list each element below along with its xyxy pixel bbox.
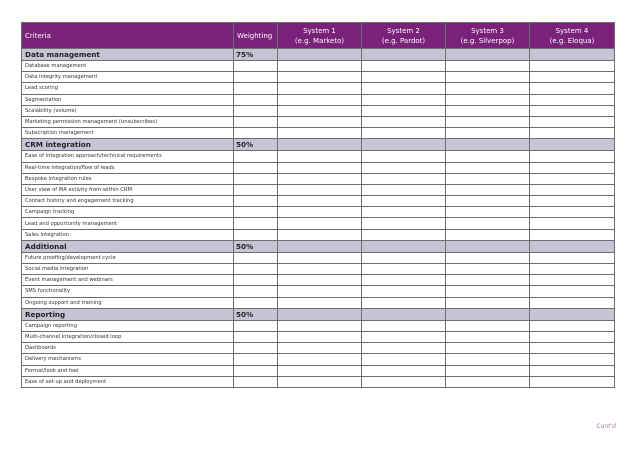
system-3-score-cell[interactable] xyxy=(446,331,530,342)
criterion-label: Data integrity management xyxy=(22,72,234,83)
system-4-header: System 4 (e.g. Eloqua) xyxy=(530,23,615,49)
system-1-score-cell[interactable] xyxy=(278,320,362,331)
table-row xyxy=(22,229,615,240)
section-title: Data management xyxy=(22,49,234,61)
section-system-1-cell xyxy=(278,308,362,320)
criterion-label: Lead scoring xyxy=(22,83,234,94)
system-2-score-cell[interactable] xyxy=(362,229,446,240)
evaluation-sheet xyxy=(21,22,614,388)
system-3-score-cell[interactable] xyxy=(446,196,530,207)
section-system-3-cell xyxy=(446,139,530,151)
table-row xyxy=(22,252,615,263)
table-row xyxy=(22,320,615,331)
system-4-score-cell[interactable] xyxy=(530,173,615,184)
weighting-cell[interactable] xyxy=(234,184,278,195)
system-3-score-cell[interactable] xyxy=(446,94,530,105)
system-1-score-cell[interactable] xyxy=(278,173,362,184)
system-2-score-cell[interactable] xyxy=(362,83,446,94)
section-system-4-cell xyxy=(530,139,615,151)
system-4-score-cell[interactable] xyxy=(530,116,615,127)
system-4-score-cell[interactable] xyxy=(530,207,615,218)
criterion-label: Sales integration xyxy=(22,229,234,240)
system-2-score-cell[interactable] xyxy=(362,331,446,342)
system-1-score-cell[interactable] xyxy=(278,128,362,139)
criterion-label: Marketing permission management (unsubscribes) xyxy=(22,116,234,127)
weighting-cell[interactable] xyxy=(234,275,278,286)
section-system-4-cell xyxy=(530,49,615,61)
system-2-score-cell[interactable] xyxy=(362,354,446,365)
system-1-score-cell[interactable] xyxy=(278,72,362,83)
weighting-cell[interactable] xyxy=(234,94,278,105)
system-3-score-cell[interactable] xyxy=(446,354,530,365)
criterion-label: Campaign reporting xyxy=(22,320,234,331)
section-weighting: 50% xyxy=(234,308,278,320)
criterion-label: Multi-channel integration/closed loop xyxy=(22,331,234,342)
section-row xyxy=(22,240,615,252)
weighting-cell[interactable] xyxy=(234,207,278,218)
weighting-cell[interactable] xyxy=(234,151,278,162)
weighting-cell[interactable] xyxy=(234,376,278,387)
system-1-score-cell[interactable] xyxy=(278,61,362,72)
section-system-4-cell xyxy=(530,308,615,320)
system-1-score-cell[interactable] xyxy=(278,196,362,207)
weighting-cell[interactable] xyxy=(234,83,278,94)
criterion-label: Delivery mechanisms xyxy=(22,354,234,365)
criteria-header: Criteria xyxy=(22,23,234,49)
table-row xyxy=(22,264,615,275)
system-3-score-cell[interactable] xyxy=(446,184,530,195)
system-4-score-cell[interactable] xyxy=(530,61,615,72)
system-4-score-cell[interactable] xyxy=(530,184,615,195)
system-2-score-cell[interactable] xyxy=(362,196,446,207)
system-4-score-cell[interactable] xyxy=(530,297,615,308)
system-2-score-cell[interactable] xyxy=(362,343,446,354)
system-4-score-cell[interactable] xyxy=(530,105,615,116)
section-title: Additional xyxy=(22,240,234,252)
system-3-score-cell[interactable] xyxy=(446,297,530,308)
weighting-cell[interactable] xyxy=(234,297,278,308)
system-2-score-cell[interactable] xyxy=(362,297,446,308)
system-2-score-cell[interactable] xyxy=(362,218,446,229)
system-2-score-cell[interactable] xyxy=(362,105,446,116)
system-3-score-cell[interactable] xyxy=(446,162,530,173)
weighting-cell[interactable] xyxy=(234,196,278,207)
system-4-score-cell[interactable] xyxy=(530,83,615,94)
table-row xyxy=(22,173,615,184)
system-2-score-cell[interactable] xyxy=(362,376,446,387)
criterion-label: Segmentation xyxy=(22,94,234,105)
system-3-header: System 3 (e.g. Silverpop) xyxy=(446,23,530,49)
table-row xyxy=(22,343,615,354)
system-4-score-cell[interactable] xyxy=(530,286,615,297)
criterion-label: Social media integration xyxy=(22,264,234,275)
system-1-score-cell[interactable] xyxy=(278,365,362,376)
system-2-score-cell[interactable] xyxy=(362,94,446,105)
system-4-score-cell[interactable] xyxy=(530,343,615,354)
table-row xyxy=(22,151,615,162)
section-system-2-cell xyxy=(362,308,446,320)
criterion-label: Database management xyxy=(22,61,234,72)
weighting-cell[interactable] xyxy=(234,331,278,342)
table-row xyxy=(22,218,615,229)
section-system-1-cell xyxy=(278,49,362,61)
system-1-score-cell[interactable] xyxy=(278,252,362,263)
table-row xyxy=(22,207,615,218)
system-2-score-cell[interactable] xyxy=(362,320,446,331)
system-2-score-cell[interactable] xyxy=(362,116,446,127)
system-1-score-cell[interactable] xyxy=(278,354,362,365)
system-1-score-cell[interactable] xyxy=(278,218,362,229)
system-3-score-cell[interactable] xyxy=(446,320,530,331)
table-row xyxy=(22,184,615,195)
system-4-score-cell[interactable] xyxy=(530,376,615,387)
table-row xyxy=(22,61,615,72)
system-2-score-cell[interactable] xyxy=(362,151,446,162)
system-4-score-cell[interactable] xyxy=(530,320,615,331)
section-system-2-cell xyxy=(362,240,446,252)
system-4-score-cell[interactable] xyxy=(530,218,615,229)
section-weighting: 50% xyxy=(234,139,278,151)
system-2-header: System 2 (e.g. Pardot) xyxy=(362,23,446,49)
table-row xyxy=(22,286,615,297)
weighting-cell[interactable] xyxy=(234,343,278,354)
criterion-label: Campaign tracking xyxy=(22,207,234,218)
criterion-label: Contact history and engagement tracking xyxy=(22,196,234,207)
weighting-cell[interactable] xyxy=(234,173,278,184)
system-1-score-cell[interactable] xyxy=(278,229,362,240)
weighting-cell[interactable] xyxy=(234,128,278,139)
criterion-label: Lead and opportunity management xyxy=(22,218,234,229)
weighting-cell[interactable] xyxy=(234,252,278,263)
criterion-label: Dashboards xyxy=(22,343,234,354)
system-2-score-cell[interactable] xyxy=(362,128,446,139)
section-title: Reporting xyxy=(22,308,234,320)
system-3-score-cell[interactable] xyxy=(446,61,530,72)
system-2-score-cell[interactable] xyxy=(362,61,446,72)
section-system-3-cell xyxy=(446,308,530,320)
system-1-score-cell[interactable] xyxy=(278,162,362,173)
table-row xyxy=(22,94,615,105)
continued-note: Cont'd xyxy=(596,423,616,430)
system-3-score-cell[interactable] xyxy=(446,343,530,354)
criteria-table xyxy=(21,22,615,388)
system-4-score-cell[interactable] xyxy=(530,275,615,286)
system-4-score-cell[interactable] xyxy=(530,162,615,173)
system-2-score-cell[interactable] xyxy=(362,365,446,376)
system-1-score-cell[interactable] xyxy=(278,207,362,218)
section-row xyxy=(22,139,615,151)
system-1-score-cell[interactable] xyxy=(278,116,362,127)
weighting-cell[interactable] xyxy=(234,162,278,173)
table-row xyxy=(22,275,615,286)
system-3-score-cell[interactable] xyxy=(446,207,530,218)
system-4-score-cell[interactable] xyxy=(530,151,615,162)
system-1-score-cell[interactable] xyxy=(278,184,362,195)
criterion-label: Bespoke integration rules xyxy=(22,173,234,184)
system-1-score-cell[interactable] xyxy=(278,376,362,387)
table-row xyxy=(22,116,615,127)
table-row xyxy=(22,83,615,94)
weighting-cell[interactable] xyxy=(234,61,278,72)
system-4-score-cell[interactable] xyxy=(530,94,615,105)
system-1-score-cell[interactable] xyxy=(278,286,362,297)
section-title: CRM integration xyxy=(22,139,234,151)
section-system-2-cell xyxy=(362,139,446,151)
criterion-label: SMS functionality xyxy=(22,286,234,297)
system-1-score-cell[interactable] xyxy=(278,297,362,308)
weighting-cell[interactable] xyxy=(234,72,278,83)
section-system-4-cell xyxy=(530,240,615,252)
system-1-score-cell[interactable] xyxy=(278,94,362,105)
table-row xyxy=(22,376,615,387)
criterion-label: Future proofing/development cycle xyxy=(22,252,234,263)
system-4-score-cell[interactable] xyxy=(530,72,615,83)
criterion-label: Ease of integration approach/technical requirements xyxy=(22,151,234,162)
table-row xyxy=(22,72,615,83)
table-row xyxy=(22,331,615,342)
system-4-score-cell[interactable] xyxy=(530,331,615,342)
table-body xyxy=(22,49,615,388)
weighting-cell[interactable] xyxy=(234,218,278,229)
section-row xyxy=(22,308,615,320)
system-2-score-cell[interactable] xyxy=(362,162,446,173)
system-2-score-cell[interactable] xyxy=(362,264,446,275)
weighting-cell[interactable] xyxy=(234,354,278,365)
system-3-score-cell[interactable] xyxy=(446,173,530,184)
section-weighting: 50% xyxy=(234,240,278,252)
system-1-score-cell[interactable] xyxy=(278,343,362,354)
system-4-score-cell[interactable] xyxy=(530,128,615,139)
system-3-score-cell[interactable] xyxy=(446,72,530,83)
criterion-label: Ongoing support and training xyxy=(22,297,234,308)
system-3-score-cell[interactable] xyxy=(446,83,530,94)
section-system-1-cell xyxy=(278,240,362,252)
weighting-cell[interactable] xyxy=(234,365,278,376)
system-4-score-cell[interactable] xyxy=(530,365,615,376)
weighting-cell[interactable] xyxy=(234,320,278,331)
system-3-score-cell[interactable] xyxy=(446,286,530,297)
weighting-cell[interactable] xyxy=(234,116,278,127)
table-row xyxy=(22,162,615,173)
system-3-score-cell[interactable] xyxy=(446,376,530,387)
system-1-score-cell[interactable] xyxy=(278,264,362,275)
system-1-score-cell[interactable] xyxy=(278,331,362,342)
system-2-score-cell[interactable] xyxy=(362,173,446,184)
weighting-cell[interactable] xyxy=(234,105,278,116)
system-3-score-cell[interactable] xyxy=(446,218,530,229)
system-2-score-cell[interactable] xyxy=(362,286,446,297)
system-4-score-cell[interactable] xyxy=(530,196,615,207)
section-system-3-cell xyxy=(446,49,530,61)
system-3-score-cell[interactable] xyxy=(446,264,530,275)
system-3-score-cell[interactable] xyxy=(446,151,530,162)
system-3-score-cell[interactable] xyxy=(446,275,530,286)
criterion-label: Real-time integration/flow of leads xyxy=(22,162,234,173)
weighting-cell[interactable] xyxy=(234,264,278,275)
criterion-label: Subscription management xyxy=(22,128,234,139)
system-1-score-cell[interactable] xyxy=(278,83,362,94)
criterion-label: Scalability (volume) xyxy=(22,105,234,116)
criterion-label: Event management and webinars xyxy=(22,275,234,286)
table-row xyxy=(22,365,615,376)
criterion-label: User view of MA activity from within CRM xyxy=(22,184,234,195)
table-row xyxy=(22,354,615,365)
system-1-score-cell[interactable] xyxy=(278,275,362,286)
system-2-score-cell[interactable] xyxy=(362,207,446,218)
system-3-score-cell[interactable] xyxy=(446,252,530,263)
weighting-cell[interactable] xyxy=(234,286,278,297)
section-weighting: 75% xyxy=(234,49,278,61)
system-3-score-cell[interactable] xyxy=(446,105,530,116)
system-1-score-cell[interactable] xyxy=(278,151,362,162)
system-1-header: System 1 (e.g. Marketo) xyxy=(278,23,362,49)
system-3-score-cell[interactable] xyxy=(446,116,530,127)
table-row xyxy=(22,297,615,308)
section-row xyxy=(22,49,615,61)
system-1-score-cell[interactable] xyxy=(278,105,362,116)
system-3-score-cell[interactable] xyxy=(446,365,530,376)
system-2-score-cell[interactable] xyxy=(362,184,446,195)
section-system-2-cell xyxy=(362,49,446,61)
system-4-score-cell[interactable] xyxy=(530,354,615,365)
section-system-1-cell xyxy=(278,139,362,151)
section-system-3-cell xyxy=(446,240,530,252)
table-row xyxy=(22,105,615,116)
criterion-label: Ease of set-up and deployment xyxy=(22,376,234,387)
weighting-cell[interactable] xyxy=(234,229,278,240)
weighting-header: Weighting xyxy=(234,23,278,49)
table-row xyxy=(22,128,615,139)
system-4-score-cell[interactable] xyxy=(530,264,615,275)
system-3-score-cell[interactable] xyxy=(446,128,530,139)
system-2-score-cell[interactable] xyxy=(362,72,446,83)
system-4-score-cell[interactable] xyxy=(530,229,615,240)
system-2-score-cell[interactable] xyxy=(362,252,446,263)
table-row xyxy=(22,196,615,207)
criterion-label: Format/look and feel xyxy=(22,365,234,376)
system-3-score-cell[interactable] xyxy=(446,229,530,240)
header-row xyxy=(22,23,615,49)
system-2-score-cell[interactable] xyxy=(362,275,446,286)
system-4-score-cell[interactable] xyxy=(530,252,615,263)
